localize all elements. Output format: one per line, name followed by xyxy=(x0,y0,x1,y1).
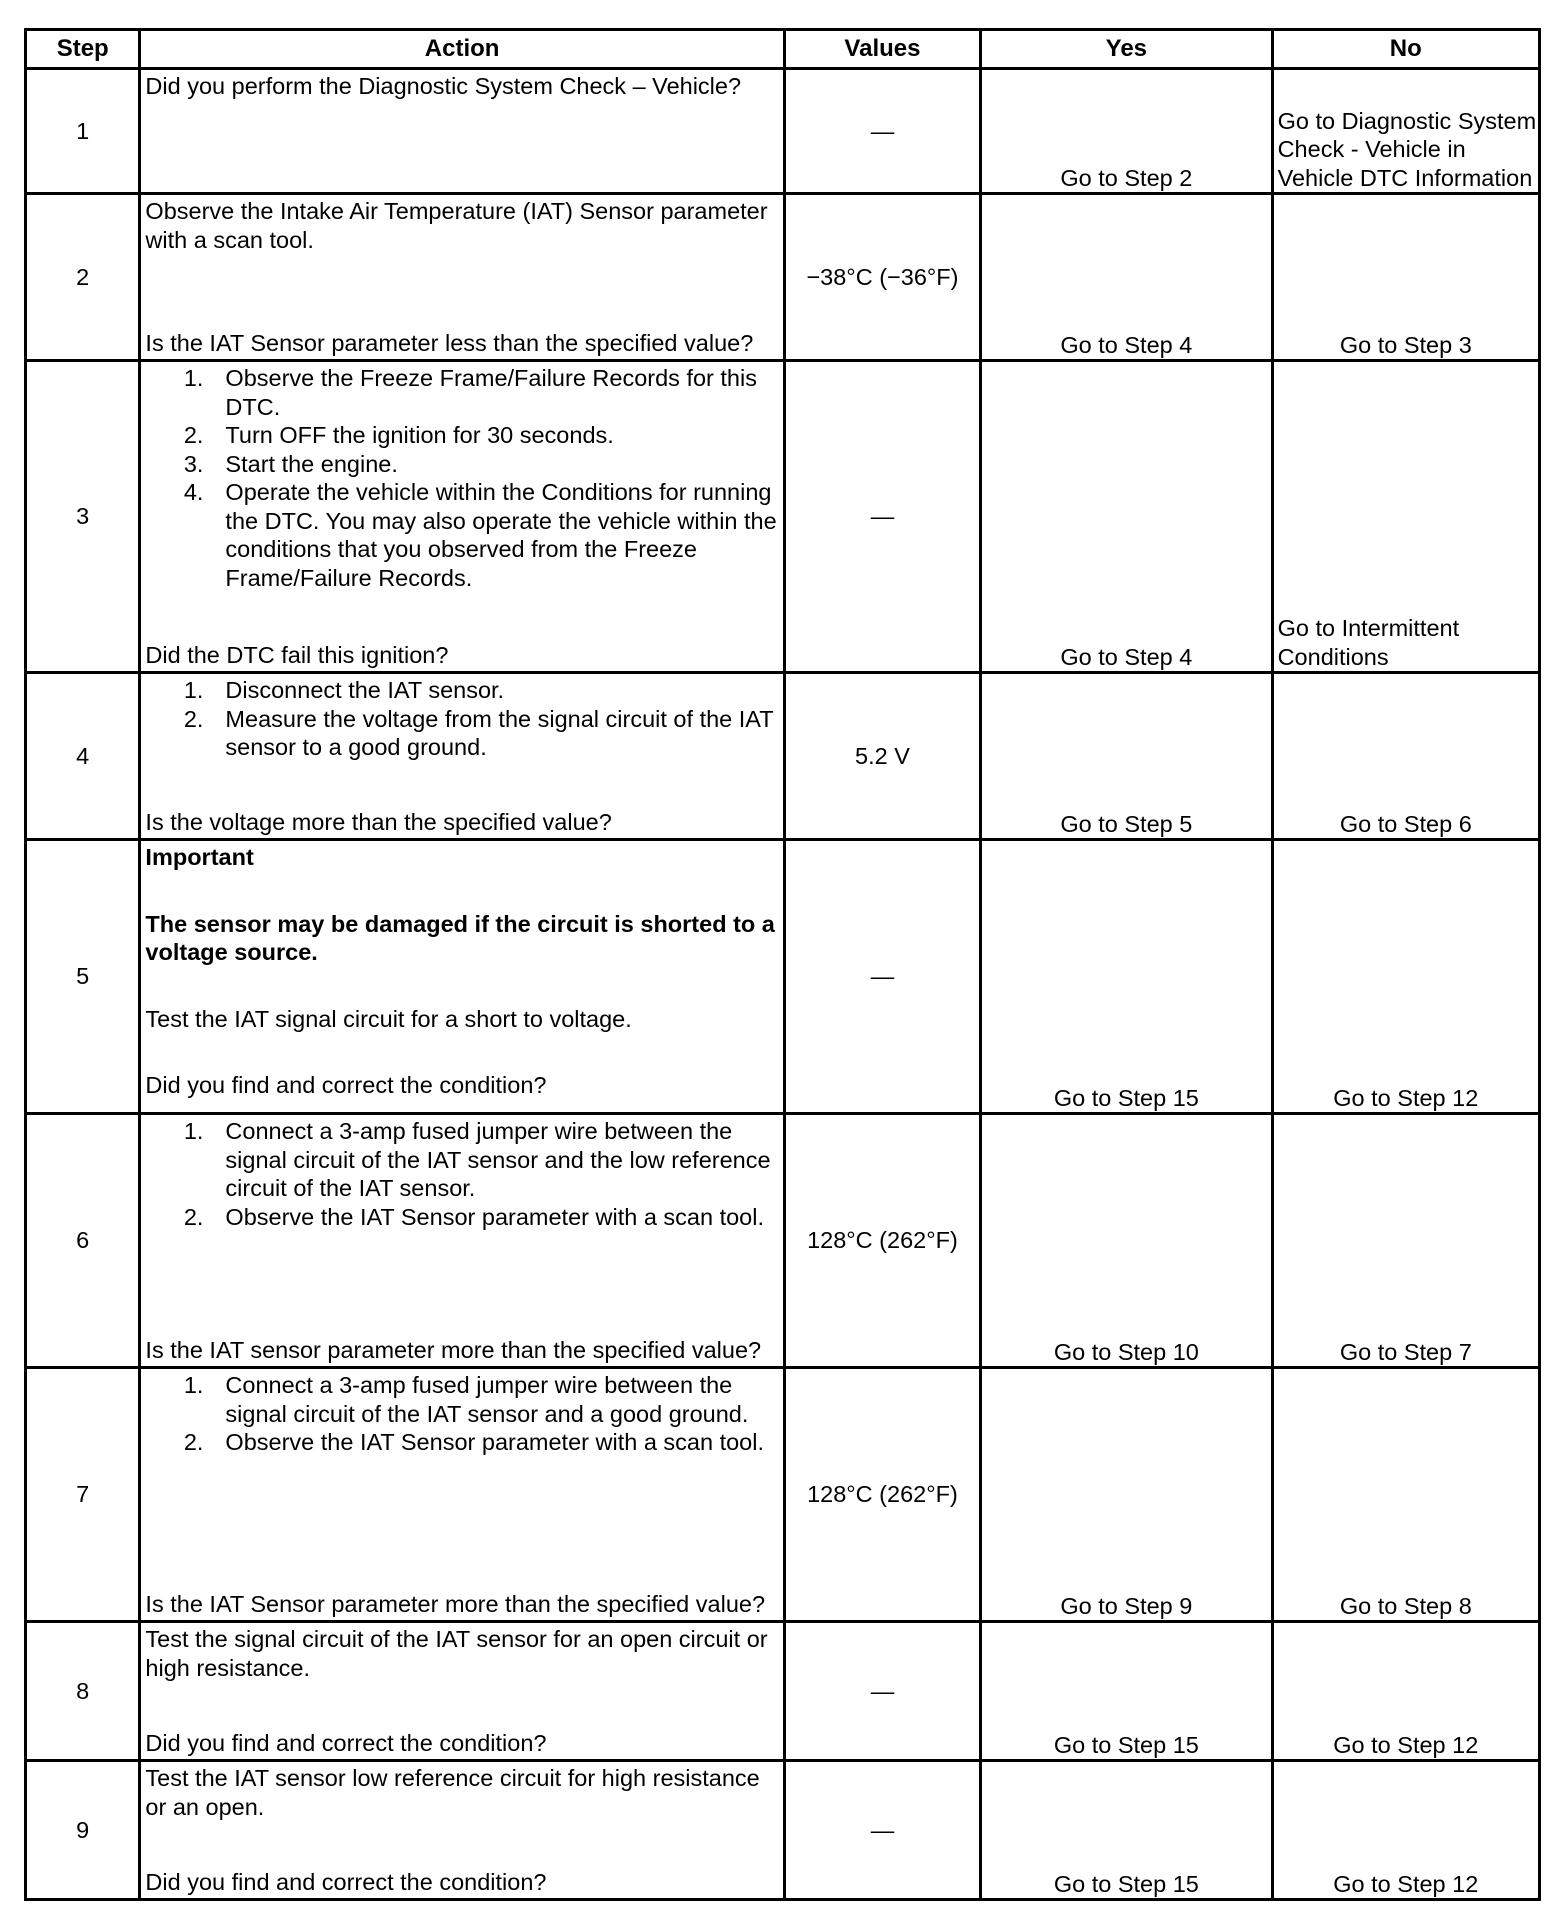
no-cell: Go to Step 3 xyxy=(1272,194,1539,361)
step-number: 6 xyxy=(26,1114,140,1368)
question-text: Is the IAT sensor parameter more than the specified value? xyxy=(145,1336,762,1363)
table-row xyxy=(26,673,1540,840)
instruction-text: Test the IAT sensor low reference circuit for high resistance or an open. xyxy=(145,1765,760,1820)
list-item: 2. Measure the voltage from the signal circuit of the IAT sensor to a good ground. xyxy=(183,705,774,760)
value-cell: — xyxy=(784,1622,980,1761)
list-item: 4. Operate the vehicle within the Conditions for running the DTC. You may also operate the vehicle within the conditions that you observed from the Freeze Frame/Failure Records. xyxy=(183,479,777,591)
step-number: 1 xyxy=(26,69,140,194)
action-cell xyxy=(140,1622,784,1761)
no-cell: Go to Step 8 xyxy=(1272,1368,1539,1622)
instruction-text: Test the IAT signal circuit for a short to voltage. xyxy=(145,1005,632,1032)
action-cell xyxy=(140,1761,784,1900)
yes-cell: Go to Step 15 xyxy=(981,1622,1272,1761)
value-cell: — xyxy=(784,69,980,194)
step-number: 2 xyxy=(26,194,140,361)
instruction-text: Observe the Intake Air Temperature (IAT) Sensor parameter with a scan tool. xyxy=(145,198,768,253)
question-text: Is the voltage more than the specified value? xyxy=(145,808,612,835)
step-number: 8 xyxy=(26,1622,140,1761)
table-row xyxy=(26,1622,1540,1761)
action-cell xyxy=(140,194,784,361)
step-list xyxy=(145,1117,778,1231)
header-values: Values xyxy=(784,30,980,69)
value-cell: 128°C (262°F) xyxy=(784,1114,980,1368)
question-text: Did you perform the Diagnostic System Check – Vehicle? xyxy=(145,73,742,99)
value-cell: 128°C (262°F) xyxy=(784,1368,980,1622)
warning-text: The sensor may be damaged if the circuit is shorted to a voltage source. xyxy=(145,910,775,965)
list-item: 1. Disconnect the IAT sensor. xyxy=(183,677,505,703)
header-yes: Yes xyxy=(981,30,1272,69)
yes-cell: Go to Step 2 xyxy=(981,69,1272,194)
step-number: 5 xyxy=(26,840,140,1114)
action-cell xyxy=(140,69,784,194)
yes-cell: Go to Step 15 xyxy=(981,1761,1272,1900)
table-row xyxy=(26,1368,1540,1622)
list-item: 2. Observe the IAT Sensor parameter with a scan tool. xyxy=(183,1429,765,1455)
important-label: Important xyxy=(145,844,254,870)
no-cell: Go to Step 12 xyxy=(1272,1622,1539,1761)
table-row xyxy=(26,840,1540,1114)
table-row xyxy=(26,361,1540,673)
question-text: Did you find and correct the condition? xyxy=(145,1868,547,1895)
yes-cell: Go to Step 4 xyxy=(981,361,1272,673)
yes-cell: Go to Step 15 xyxy=(981,840,1272,1114)
question-text: Did you find and correct the condition? xyxy=(145,1072,547,1098)
value-cell: −38°C (−36°F) xyxy=(784,194,980,361)
question-text: Did the DTC fail this ignition? xyxy=(145,641,449,668)
header-row xyxy=(26,30,1540,69)
action-cell xyxy=(140,361,784,673)
no-cell: Go to Step 12 xyxy=(1272,1761,1539,1900)
list-item: 2. Turn OFF the ignition for 30 seconds. xyxy=(183,422,614,448)
step-number: 4 xyxy=(26,673,140,840)
no-cell: Go to Step 6 xyxy=(1272,673,1539,840)
header-step: Step xyxy=(26,30,140,69)
value-cell: — xyxy=(784,1761,980,1900)
table-row xyxy=(26,194,1540,361)
question-text: Is the IAT Sensor parameter more than the specified value? xyxy=(145,1590,766,1617)
step-list xyxy=(145,1371,778,1457)
no-cell: Go to Intermittent Conditions xyxy=(1272,361,1539,673)
instruction-text: Test the signal circuit of the IAT sensor for an open circuit or high resistance. xyxy=(145,1626,768,1681)
action-cell xyxy=(140,1114,784,1368)
yes-cell: Go to Step 9 xyxy=(981,1368,1272,1622)
table-row xyxy=(26,69,1540,194)
no-cell: Go to Diagnostic System Check - Vehicle in Vehicle DTC Information xyxy=(1272,69,1539,194)
header-action: Action xyxy=(140,30,784,69)
step-list xyxy=(145,676,778,762)
list-item: 3. Start the engine. xyxy=(183,450,398,477)
yes-cell: Go to Step 5 xyxy=(981,673,1272,840)
no-cell: Go to Step 12 xyxy=(1272,840,1539,1114)
list-item: 1. Observe the Freeze Frame/Failure Records for this DTC. xyxy=(183,365,757,420)
yes-cell: Go to Step 10 xyxy=(981,1114,1272,1368)
diagnostic-table xyxy=(24,28,1541,1901)
header-no: No xyxy=(1272,30,1539,69)
no-cell: Go to Step 7 xyxy=(1272,1114,1539,1368)
table-row xyxy=(26,1114,1540,1368)
question-text: Did you find and correct the condition? xyxy=(145,1729,547,1756)
value-cell: — xyxy=(784,840,980,1114)
list-item: 1. Connect a 3-amp fused jumper wire between the signal circuit of the IAT sensor and a good ground. xyxy=(183,1372,749,1427)
action-cell xyxy=(140,840,784,1114)
value-cell: 5.2 V xyxy=(784,673,980,840)
list-item: 2. Observe the IAT Sensor parameter with a scan tool. xyxy=(183,1203,765,1230)
yes-cell: Go to Step 4 xyxy=(981,194,1272,361)
value-cell: — xyxy=(784,361,980,673)
table-row xyxy=(26,1761,1540,1900)
question-text: Is the IAT Sensor parameter less than the specified value? xyxy=(145,329,754,356)
step-number: 9 xyxy=(26,1761,140,1900)
action-cell xyxy=(140,1368,784,1622)
action-cell xyxy=(140,673,784,840)
list-item: 1. Connect a 3-amp fused jumper wire between the signal circuit of the IAT sensor and the low reference circuit of the IAT sensor. xyxy=(183,1118,771,1201)
step-number: 3 xyxy=(26,361,140,673)
step-number: 7 xyxy=(26,1368,140,1622)
step-list xyxy=(145,364,778,592)
